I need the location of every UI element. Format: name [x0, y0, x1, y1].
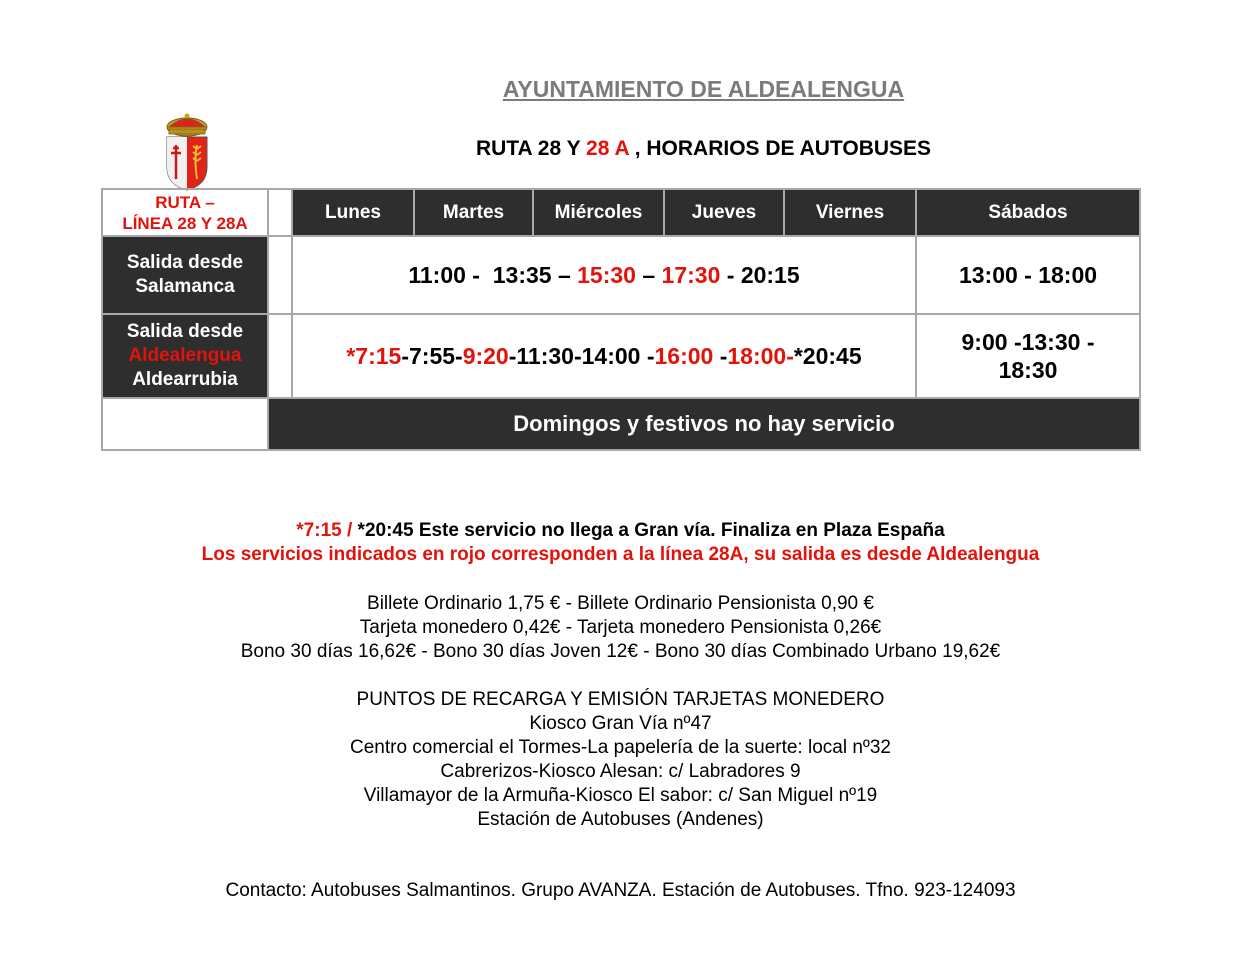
table-header-row: [102, 189, 1140, 236]
route-label-cell: RUTA – LÍNEA 28 Y 28A: [102, 189, 268, 236]
time-28a: 15:30: [577, 261, 636, 288]
time-28: -7:55-: [401, 342, 463, 369]
time-28: -: [713, 342, 728, 369]
fare-line: Bono 30 días 16,62€ - Bono 30 días Joven 12€ - Bono 30 días Combinado Urbano 19,62€: [240, 641, 1001, 662]
time-28: 11:00 - 13:35 –: [408, 261, 578, 288]
table-row: [102, 314, 1140, 398]
recharge-point: Cabrerizos-Kiosco Alesan: c/ Labradores 9: [440, 761, 801, 782]
empty-cell: [102, 398, 268, 450]
saturday-times-aldealengua: 9:00 -13:30 - 18:30: [916, 314, 1140, 398]
time-28: -11:30-14:00 -: [508, 342, 655, 369]
subtitle-part: , HORARIOS DE AUTOBUSES: [628, 137, 932, 160]
time-28: –: [635, 261, 662, 288]
time-28a: *7:15: [346, 342, 402, 369]
time-28a: 17:30: [661, 261, 721, 288]
day-header: Viernes: [784, 189, 916, 236]
day-header: Jueves: [664, 189, 784, 236]
no-service-notice: Domingos y festivos no hay servicio: [268, 398, 1140, 450]
page-title: AYUNTAMIENTO DE ALDEALENGUA: [502, 76, 905, 102]
departure-salamanca-label: Salida desde Salamanca: [102, 236, 268, 314]
saturday-times-salamanca: 13:00 - 18:00: [916, 236, 1140, 314]
time-28: *20:45: [793, 342, 862, 369]
service-notes: [0, 519, 1241, 567]
time-28a: 9:20: [462, 342, 509, 369]
recharge-point: Kiosco Gran Vía nº47: [529, 713, 712, 734]
fare-line: Billete Ordinario 1,75 € - Billete Ordinario Pensionista 0,90 €: [367, 593, 874, 614]
fare-list: [0, 592, 1241, 664]
table-row: [102, 236, 1140, 314]
day-header: Lunes: [292, 189, 414, 236]
spacer-cell: [268, 314, 292, 398]
page-subtitle: [0, 137, 1241, 161]
recharge-points-heading: PUNTOS DE RECARGA Y EMISIÓN TARJETAS MONEDERO: [356, 689, 885, 710]
recharge-point: Centro comercial el Tormes-La papelería de la suerte: local nº32: [350, 737, 891, 758]
recharge-points: [0, 688, 1241, 832]
fare-line: Tarjeta monedero 0,42€ - Tarjeta monedero Pensionista 0,26€: [359, 617, 882, 638]
spacer-cell: [268, 236, 292, 314]
weekday-times-aldealengua: [292, 314, 916, 398]
note-not-gran-via: *7:15 / *20:45 Este servicio no llega a Gran vía. Finaliza en Plaza España: [296, 520, 945, 541]
subtitle-part: RUTA 28 Y: [475, 137, 587, 160]
time-28a: 16:00: [654, 342, 714, 369]
spacer-cell: [268, 189, 292, 236]
saturday-header: Sábados: [916, 189, 1140, 236]
recharge-point: Estación de Autobuses (Andenes): [477, 809, 764, 830]
recharge-point: Villamayor de la Armuña-Kiosco El sabor: c/ San Miguel nº19: [363, 785, 878, 806]
schedule-table: [101, 188, 1141, 451]
note-red-services: Los servicios indicados en rojo corresponden a la línea 28A, su salida es desde Aldealengua: [201, 544, 1040, 565]
day-header: Martes: [414, 189, 533, 236]
day-header: Miércoles: [533, 189, 664, 236]
time-28a: 18:00-: [727, 342, 794, 369]
time-28: - 20:15: [720, 261, 800, 288]
weekday-times-salamanca: [292, 236, 916, 314]
departure-aldealengua-label: Salida desde Aldealengua Aldearrubia: [102, 314, 268, 398]
table-row: [102, 398, 1140, 450]
contact-info: Contacto: Autobuses Salmantinos. Grupo AVANZA. Estación de Autobuses. Tfno. 923-124093: [225, 880, 1016, 901]
subtitle-line-28a: 28 A: [586, 137, 629, 160]
